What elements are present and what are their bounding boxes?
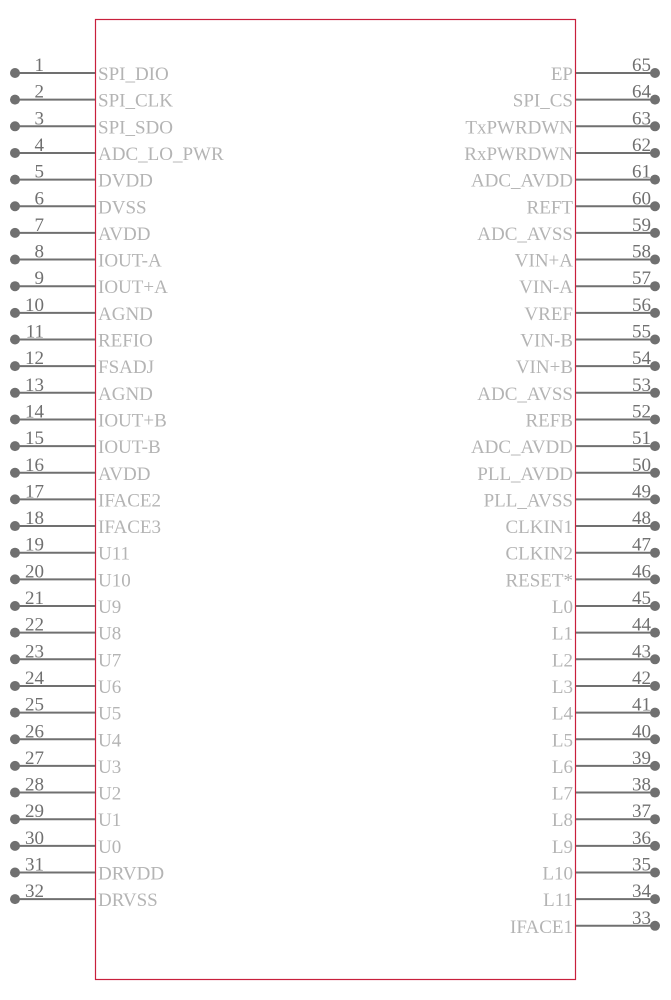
pin-number: 24 [25, 667, 44, 689]
pin-1 [10, 55, 169, 85]
pin-17 [10, 481, 161, 511]
pin-label: SPI_CS [512, 90, 573, 112]
pin-number: 49 [632, 481, 651, 503]
pin-end-dot [10, 148, 20, 158]
pin-label: L0 [551, 597, 573, 618]
pin-end-dot [650, 494, 660, 504]
pin-number: 47 [632, 534, 651, 556]
pin-label: U11 [98, 543, 131, 565]
pin-12 [10, 348, 154, 378]
pin-54 [516, 348, 660, 378]
pin-16 [10, 455, 150, 485]
pin-end-dot [10, 628, 20, 638]
pin-number: 60 [632, 188, 651, 210]
pin-42 [552, 668, 660, 698]
pin-label: L2 [551, 650, 573, 672]
pin-number: 44 [632, 614, 651, 636]
pin-label: U3 [98, 756, 122, 778]
pin-label: IOUT+B [98, 410, 167, 432]
pin-label: L10 [542, 863, 573, 885]
pin-number: 2 [34, 81, 44, 103]
pin-38 [552, 775, 660, 805]
pin-label: REFB [525, 410, 573, 432]
pin-number: 7 [34, 214, 44, 236]
pin-number: 33 [632, 907, 651, 929]
pin-number: 64 [632, 81, 651, 103]
pin-label: U1 [98, 810, 122, 832]
pin-7 [10, 215, 150, 245]
pin-number: 63 [632, 108, 651, 130]
pin-number: 54 [632, 348, 651, 370]
pin-40 [552, 721, 660, 751]
pin-label: RxPWRDWN [464, 143, 573, 165]
pin-number: 36 [632, 827, 651, 849]
pin-9 [10, 268, 168, 298]
pin-end-dot [650, 95, 660, 105]
pin-number: 18 [25, 508, 44, 530]
pin-4 [10, 135, 224, 165]
pin-number: 26 [25, 721, 44, 743]
pin-end-dot [10, 121, 20, 131]
pin-number: 59 [632, 214, 651, 236]
pin-43 [552, 641, 660, 671]
pin-39 [552, 748, 660, 778]
pin-2 [10, 82, 173, 112]
pin-label: U4 [98, 730, 122, 752]
pin-label: CLKIN1 [505, 517, 573, 539]
pin-label: ADC_AVDD [470, 170, 573, 192]
pin-number: 30 [25, 827, 44, 849]
pin-label: L6 [551, 756, 573, 778]
pin-end-dot [650, 175, 660, 185]
pin-52 [525, 401, 660, 431]
pin-18 [10, 508, 161, 538]
pin-end-dot [650, 734, 660, 744]
pin-33 [510, 908, 660, 938]
pin-number: 22 [25, 614, 44, 636]
pin-47 [505, 535, 660, 565]
pin-end-dot [650, 335, 660, 345]
pin-5 [10, 162, 153, 192]
pin-10 [10, 295, 153, 325]
pin-end-dot [650, 894, 660, 904]
pin-label: AVDD [98, 463, 151, 485]
pin-label: ADC_AVSS [477, 223, 573, 245]
pin-30 [10, 828, 121, 858]
pin-end-dot [10, 95, 20, 105]
pin-end-dot [650, 201, 660, 211]
pin-end-dot [10, 734, 20, 744]
pin-label: IFACE2 [98, 490, 161, 512]
pin-label: DRVSS [98, 890, 158, 912]
pin-end-dot [650, 601, 660, 611]
pin-number: 38 [632, 774, 651, 796]
pin-label: VIN-A [519, 277, 573, 299]
pin-26 [10, 721, 122, 751]
pin-label: SPI_CLK [98, 90, 173, 112]
pin-3 [10, 108, 173, 138]
pin-label: DVSS [98, 197, 147, 219]
pin-end-dot [10, 574, 20, 584]
pin-label: L9 [551, 836, 573, 858]
pin-end-dot [10, 521, 20, 531]
pin-label: VREF [524, 303, 573, 325]
pin-number: 13 [25, 374, 44, 396]
pin-23 [10, 641, 121, 671]
pin-number: 16 [25, 454, 44, 476]
pin-53 [477, 375, 660, 405]
pin-number: 14 [25, 401, 44, 423]
pin-end-dot [10, 388, 20, 398]
pin-label: AGND [98, 303, 153, 325]
pin-45 [552, 588, 660, 618]
pin-label: L8 [551, 810, 573, 832]
pin-end-dot [10, 201, 20, 211]
pin-number: 56 [632, 294, 651, 316]
pin-label: CLKIN2 [505, 543, 573, 565]
pin-end-dot [650, 708, 660, 718]
pin-32 [10, 881, 158, 911]
pin-number: 29 [25, 801, 44, 823]
pin-label: EP [550, 64, 573, 85]
pin-63 [465, 108, 660, 138]
pin-label: VIN+B [515, 357, 573, 379]
pin-number: 15 [25, 428, 44, 450]
pin-end-dot [10, 894, 20, 904]
pin-label: U10 [98, 570, 131, 592]
pin-end-dot [10, 868, 20, 878]
pin-label: ADC_LO_PWR [98, 143, 224, 165]
pin-number: 65 [632, 55, 651, 76]
pin-14 [10, 401, 167, 431]
pin-label: DRVDD [98, 863, 165, 885]
pin-label: L1 [551, 623, 573, 645]
pin-end-dot [10, 175, 20, 185]
pin-13 [10, 375, 153, 405]
pin-end-dot [10, 281, 20, 291]
pin-41 [552, 695, 660, 725]
pin-number: 28 [25, 774, 44, 796]
pin-number: 43 [632, 641, 651, 663]
pin-label: PLL_AVDD [477, 463, 573, 485]
pin-number: 27 [25, 747, 44, 769]
pin-end-dot [10, 708, 20, 718]
pin-8 [10, 242, 162, 272]
pin-61 [471, 162, 660, 192]
pin-end-dot [650, 921, 660, 931]
pin-62 [464, 135, 660, 165]
pin-end-dot [10, 548, 20, 558]
pin-number: 34 [632, 881, 651, 903]
pin-end-dot [10, 681, 20, 691]
pin-end-dot [10, 788, 20, 798]
pin-number: 51 [632, 428, 651, 450]
pin-end-dot [10, 468, 20, 478]
pin-number: 20 [25, 561, 44, 583]
pin-number: 48 [632, 508, 651, 530]
pin-end-dot [650, 414, 660, 424]
pin-end-dot [650, 681, 660, 691]
pin-28 [10, 775, 121, 805]
pin-end-dot [10, 841, 20, 851]
pin-label: IOUT+A [98, 277, 168, 299]
pin-35 [542, 855, 660, 885]
pin-6 [10, 188, 147, 218]
pin-label: RESET* [505, 570, 573, 592]
pin-44 [552, 615, 660, 645]
pin-end-dot [650, 441, 660, 451]
pin-label: U5 [98, 703, 122, 725]
pin-label: U6 [98, 676, 122, 698]
pin-end-dot [650, 281, 660, 291]
pin-number: 45 [632, 588, 651, 609]
pin-number: 62 [632, 134, 651, 156]
pin-label: U9 [98, 597, 122, 618]
pin-37 [552, 801, 660, 831]
pin-number: 37 [632, 801, 651, 823]
pin-label: IOUT-A [98, 250, 162, 272]
pin-64 [513, 82, 660, 112]
pin-60 [527, 188, 660, 218]
pin-49 [484, 481, 660, 511]
pin-number: 53 [632, 374, 651, 396]
pin-end-dot [650, 868, 660, 878]
pin-label: U2 [98, 783, 122, 805]
pin-50 [477, 455, 660, 485]
pin-number: 21 [25, 588, 44, 609]
pin-number: 19 [25, 534, 44, 556]
pin-15 [10, 428, 161, 458]
pin-57 [519, 268, 660, 298]
pin-number: 6 [34, 188, 44, 210]
pin-end-dot [10, 414, 20, 424]
pin-end-dot [10, 308, 20, 318]
pin-number: 55 [632, 321, 651, 343]
pin-46 [505, 561, 660, 591]
pin-label: AGND [98, 383, 153, 405]
pin-label: TxPWRDWN [465, 117, 573, 139]
pin-56 [524, 295, 660, 325]
pin-label: PLL_AVSS [483, 490, 573, 512]
pin-58 [515, 242, 660, 272]
pin-34 [543, 881, 660, 911]
pin-end-dot [650, 574, 660, 584]
pin-label: L11 [543, 890, 573, 912]
pin-36 [552, 828, 660, 858]
pin-number: 35 [632, 854, 651, 876]
pin-label: REFT [526, 197, 573, 219]
pin-label: SPI_SDO [98, 117, 173, 139]
pin-27 [10, 748, 121, 778]
pin-end-dot [650, 121, 660, 131]
pin-number: 50 [632, 454, 651, 476]
pin-number: 17 [25, 481, 44, 503]
pin-label: AVDD [98, 223, 151, 245]
pin-number: 8 [34, 241, 44, 263]
pin-end-dot [650, 308, 660, 318]
pin-end-dot [10, 361, 20, 371]
pin-end-dot [650, 388, 660, 398]
pin-end-dot [650, 148, 660, 158]
pin-end-dot [10, 601, 20, 611]
pin-end-dot [650, 361, 660, 371]
pin-label: U8 [98, 623, 122, 645]
pin-number: 23 [25, 641, 44, 663]
pin-end-dot [10, 68, 20, 78]
pin-number: 46 [632, 561, 651, 583]
pin-end-dot [10, 335, 20, 345]
pin-number: 10 [25, 294, 44, 316]
pin-end-dot [10, 228, 20, 238]
pin-end-dot [650, 521, 660, 531]
pin-label: DVDD [98, 170, 153, 192]
pin-label: ADC_AVDD [470, 437, 573, 459]
pin-end-dot [10, 494, 20, 504]
pin-end-dot [650, 814, 660, 824]
pin-number: 31 [25, 854, 44, 876]
pin-end-dot [650, 628, 660, 638]
pin-end-dot [650, 841, 660, 851]
pin-number: 3 [34, 108, 44, 130]
pin-31 [10, 855, 164, 885]
pin-label: U0 [98, 836, 122, 858]
pin-number: 12 [25, 348, 44, 370]
pin-number: 11 [25, 321, 44, 343]
pin-number: 32 [25, 881, 44, 903]
pin-21 [10, 588, 121, 618]
pin-end-dot [650, 788, 660, 798]
pin-end-dot [650, 548, 660, 558]
pin-number: 57 [632, 268, 651, 290]
pin-end-dot [650, 761, 660, 771]
pin-end-dot [650, 228, 660, 238]
pin-label: FSADJ [98, 357, 154, 379]
pin-label: L7 [551, 783, 573, 805]
pin-label: ADC_AVSS [477, 383, 573, 405]
pin-number: 39 [632, 747, 651, 769]
pin-label: VIN+A [514, 250, 573, 272]
pin-end-dot [10, 654, 20, 664]
pin-19 [10, 535, 130, 565]
pin-number: 61 [632, 161, 651, 183]
pin-11 [10, 322, 153, 352]
pin-20 [10, 561, 131, 591]
pin-label: L4 [551, 703, 573, 725]
pin-number: 1 [34, 55, 44, 76]
pin-number: 41 [632, 694, 651, 716]
pin-label: L5 [551, 730, 573, 752]
pin-label: SPI_DIO [98, 64, 169, 85]
pin-number: 25 [25, 694, 44, 716]
pin-65 [551, 55, 660, 85]
pin-label: IFACE1 [510, 916, 573, 938]
pin-number: 9 [34, 268, 44, 290]
pin-end-dot [650, 468, 660, 478]
pin-25 [10, 695, 121, 725]
pin-end-dot [10, 441, 20, 451]
pin-end-dot [650, 68, 660, 78]
pin-51 [471, 428, 660, 458]
pin-label: L3 [551, 676, 573, 698]
pin-number: 4 [34, 134, 44, 156]
pin-22 [10, 615, 121, 645]
pin-end-dot [650, 654, 660, 664]
pin-55 [520, 322, 660, 352]
pin-48 [505, 508, 660, 538]
pin-number: 52 [632, 401, 651, 423]
pin-number: 5 [34, 161, 44, 183]
pin-label: IOUT-B [98, 437, 161, 459]
pin-number: 42 [632, 667, 651, 689]
pin-end-dot [650, 255, 660, 265]
pin-end-dot [10, 255, 20, 265]
pin-label: VIN-B [520, 330, 573, 352]
pin-end-dot [10, 814, 20, 824]
pin-59 [477, 215, 660, 245]
pin-end-dot [10, 761, 20, 771]
pin-29 [10, 801, 121, 831]
pin-number: 58 [632, 241, 651, 263]
pin-number: 40 [632, 721, 651, 743]
pin-label: REFIO [98, 330, 153, 352]
pin-label: IFACE3 [98, 517, 161, 539]
pin-label: U7 [98, 650, 122, 672]
pin-24 [10, 668, 121, 698]
